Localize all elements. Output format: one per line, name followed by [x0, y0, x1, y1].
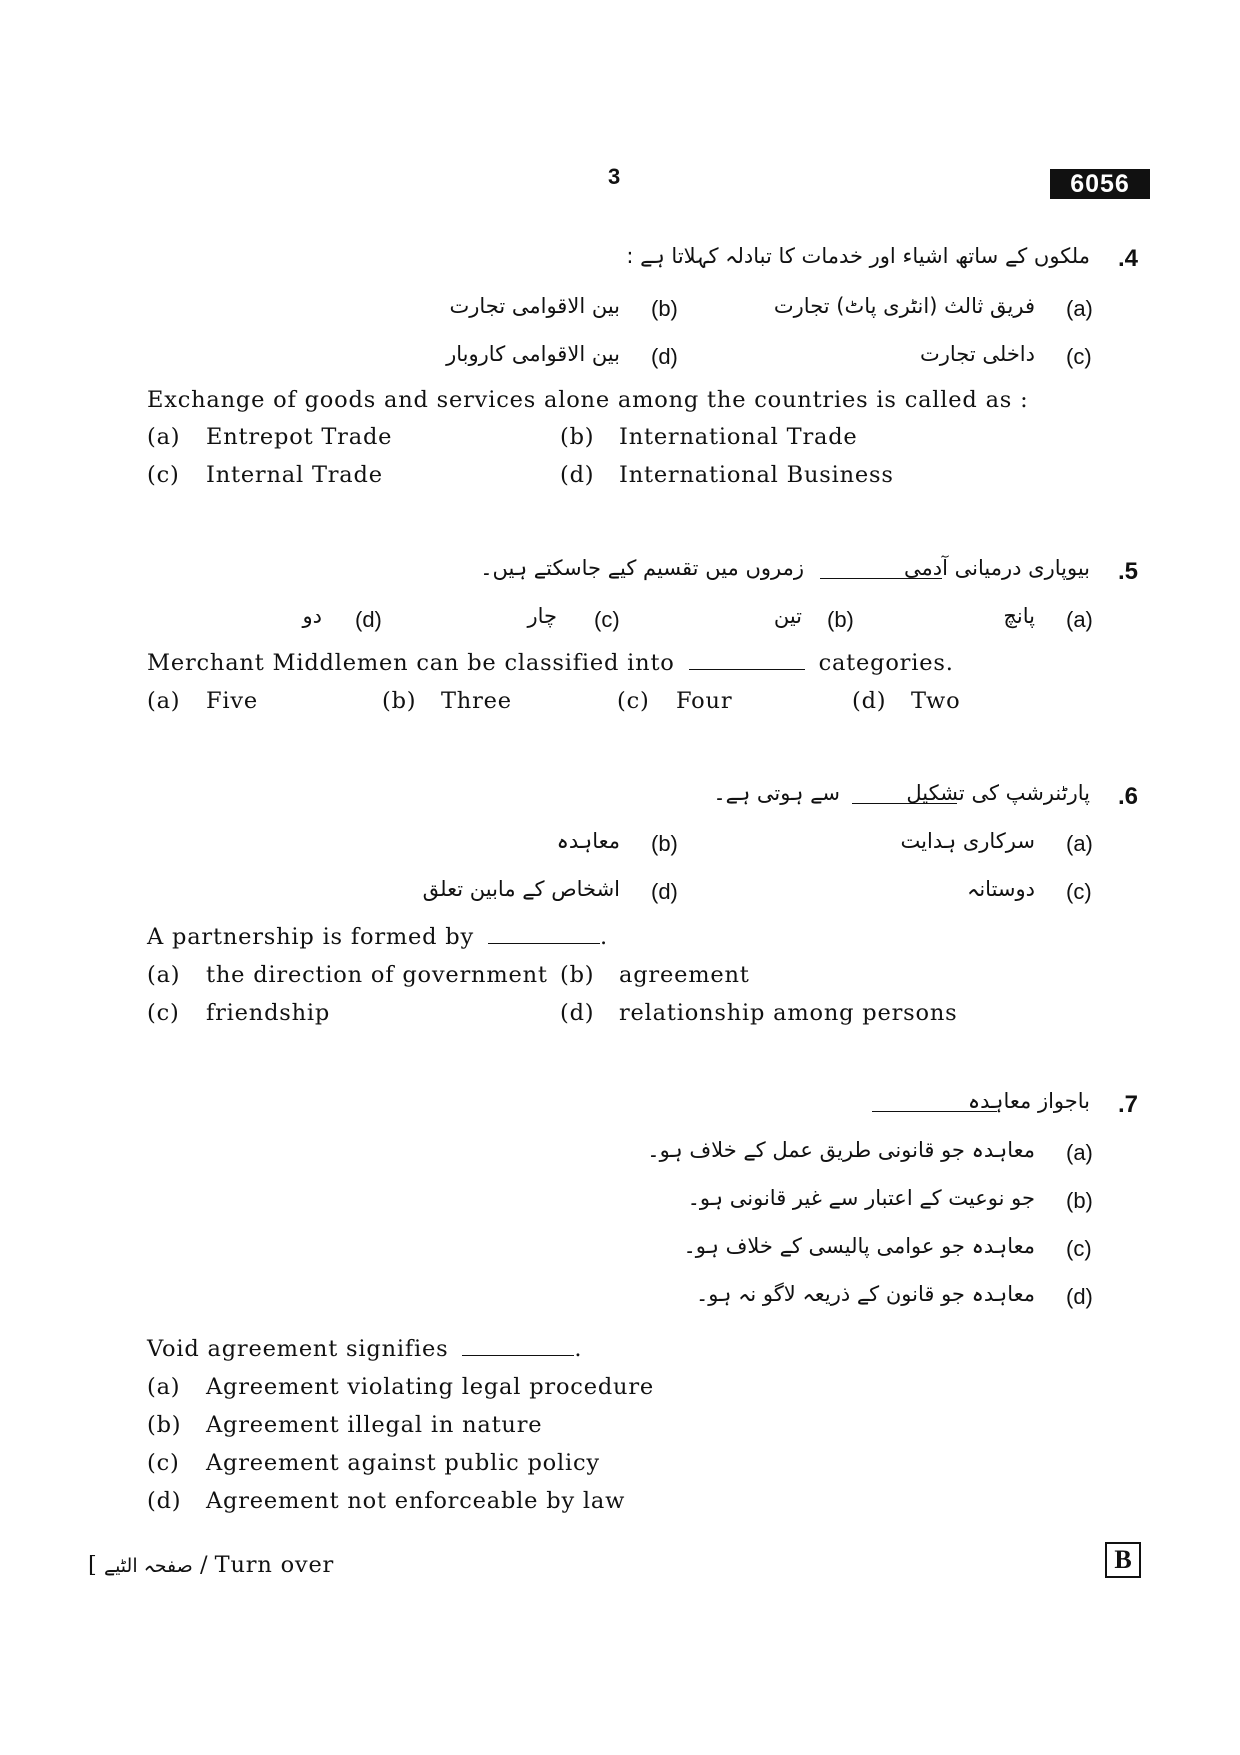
option-text: the direction of government — [206, 962, 548, 988]
urdu-option-text: سرکاری ہدایت — [900, 829, 1035, 853]
option-label: (b) — [147, 1412, 182, 1438]
urdu-option-label: (d) — [355, 607, 382, 632]
urdu-option-label: (a) — [1066, 831, 1093, 856]
turn-over-english: / Turn over — [199, 1552, 335, 1578]
urdu-option-text: چار — [527, 604, 557, 628]
urdu-option-text: بین الاقوامی کاروبار — [446, 342, 620, 366]
urdu-option-label: (a) — [1066, 1140, 1093, 1165]
option-label: (c) — [147, 462, 180, 488]
turn-over-urdu: صفحہ الٹیے — [103, 1555, 193, 1577]
urdu-option-text: معاہدہ — [556, 829, 620, 853]
set-code-box: B — [1105, 1542, 1141, 1578]
urdu-option-text: اشخاص کے مابین تعلق — [422, 877, 620, 901]
option-text: Internal Trade — [206, 462, 383, 488]
answer-blank — [488, 943, 600, 944]
option-text: Agreement violating legal procedure — [206, 1374, 654, 1400]
urdu-option-text: بین الاقوامی تجارت — [449, 294, 620, 318]
question-urdu: ملکوں کے ساتھ اشیاء اور خدمات کا تبادلہ کہلاتا ہے : — [626, 244, 1090, 268]
urdu-option-label: (b) — [827, 607, 854, 632]
option-text: Two — [911, 688, 961, 714]
option-text: Three — [441, 688, 512, 714]
option-text: International Trade — [619, 424, 858, 450]
urdu-option-text: معاہدہ جو قانون کے ذریعہ لاگو نہ ہو۔ — [695, 1282, 1035, 1306]
option-text: Agreement against public policy — [206, 1450, 600, 1476]
urdu-option-text: دوستانہ — [967, 877, 1035, 901]
answer-blank — [689, 669, 805, 670]
urdu-option-label: (d) — [651, 344, 678, 369]
option-label: (a) — [147, 962, 181, 988]
option-label: (b) — [560, 424, 595, 450]
option-label: (c) — [147, 1450, 180, 1476]
option-text: Four — [676, 688, 733, 714]
question-english — [147, 650, 954, 676]
option-label: (d) — [560, 1000, 595, 1026]
option-text: International Business — [619, 462, 894, 488]
answer-blank — [872, 1111, 997, 1112]
question-number: .5 — [1118, 558, 1139, 585]
answer-blank — [820, 578, 942, 579]
question-english-part2: . — [599, 924, 608, 950]
question-urdu: باجواز معاہدہ — [967, 1089, 1090, 1113]
option-text: friendship — [206, 1000, 331, 1026]
option-label: (b) — [382, 688, 417, 714]
paper-code-badge: 6056 — [1050, 169, 1150, 199]
question-urdu-part1: بیوپاری درمیانی آدمی — [904, 556, 1090, 580]
page-number: 3 — [608, 164, 621, 189]
urdu-option-label: (b) — [651, 296, 678, 321]
question-english-part1: Void agreement signifies — [147, 1336, 449, 1362]
urdu-option-label: (c) — [1066, 344, 1092, 369]
answer-blank — [462, 1355, 574, 1356]
urdu-option-label: (c) — [594, 607, 620, 632]
question-number: .6 — [1118, 783, 1139, 810]
urdu-option-text: معاہدہ جو عوامی پالیسی کے خلاف ہو۔ — [683, 1234, 1035, 1258]
option-label: (c) — [617, 688, 650, 714]
urdu-option-text: فریق ثالث (انٹری پاٹ) تجارت — [773, 294, 1035, 318]
option-label: (b) — [560, 962, 595, 988]
option-label: (c) — [147, 1000, 180, 1026]
urdu-option-label: (c) — [1066, 1236, 1092, 1261]
question-english — [147, 924, 608, 950]
question-english-part1: A partnership is formed by — [147, 924, 475, 950]
question-number: .7 — [1118, 1091, 1139, 1118]
option-label: (a) — [147, 424, 181, 450]
option-label: (d) — [560, 462, 595, 488]
urdu-option-text: داخلی تجارت — [919, 342, 1035, 366]
urdu-option-label: (c) — [1066, 879, 1092, 904]
urdu-option-label: (a) — [1066, 607, 1093, 632]
option-text: relationship among persons — [619, 1000, 958, 1026]
option-text: Entrepot Trade — [206, 424, 393, 450]
question-english-part2: . — [574, 1336, 583, 1362]
option-label: (d) — [147, 1488, 182, 1514]
urdu-option-label: (a) — [1066, 296, 1093, 321]
bracket: [ — [88, 1552, 97, 1578]
question-urdu-part2: زمروں میں تقسیم کیے جاسکتے ہیں۔ — [480, 556, 804, 580]
option-text: Agreement not enforceable by law — [206, 1488, 626, 1514]
question-urdu-part1: پارٹنرشپ کی تشکیل — [906, 781, 1090, 805]
urdu-option-text: پانچ — [1003, 604, 1035, 628]
urdu-option-text: تین — [773, 604, 802, 628]
urdu-option-label: (d) — [1066, 1284, 1093, 1309]
option-text: Five — [206, 688, 259, 714]
urdu-option-text: معاہدہ جو قانونی طریق عمل کے خلاف ہو۔ — [647, 1138, 1035, 1162]
urdu-option-label: (b) — [651, 831, 678, 856]
question-english-part2: categories. — [818, 650, 954, 676]
urdu-option-text: دو — [302, 604, 322, 628]
urdu-option-label: (b) — [1066, 1188, 1093, 1213]
question-urdu-part2: سے ہوتی ہے۔ — [713, 781, 840, 805]
question-english — [147, 1336, 582, 1362]
option-text: agreement — [619, 962, 750, 988]
option-text: Agreement illegal in nature — [206, 1412, 543, 1438]
question-english: Exchange of goods and services alone among the countries is called as : — [147, 387, 1029, 413]
question-english-part1: Merchant Middlemen can be classified into — [147, 650, 675, 676]
answer-blank — [852, 803, 957, 804]
urdu-option-label: (d) — [651, 879, 678, 904]
question-number: .4 — [1118, 245, 1139, 272]
urdu-option-text: جو نوعیت کے اعتبار سے غیر قانونی ہو۔ — [687, 1186, 1035, 1210]
option-label: (a) — [147, 1374, 181, 1400]
option-label: (a) — [147, 688, 181, 714]
option-label: (d) — [852, 688, 887, 714]
turn-over-note — [88, 1552, 334, 1578]
